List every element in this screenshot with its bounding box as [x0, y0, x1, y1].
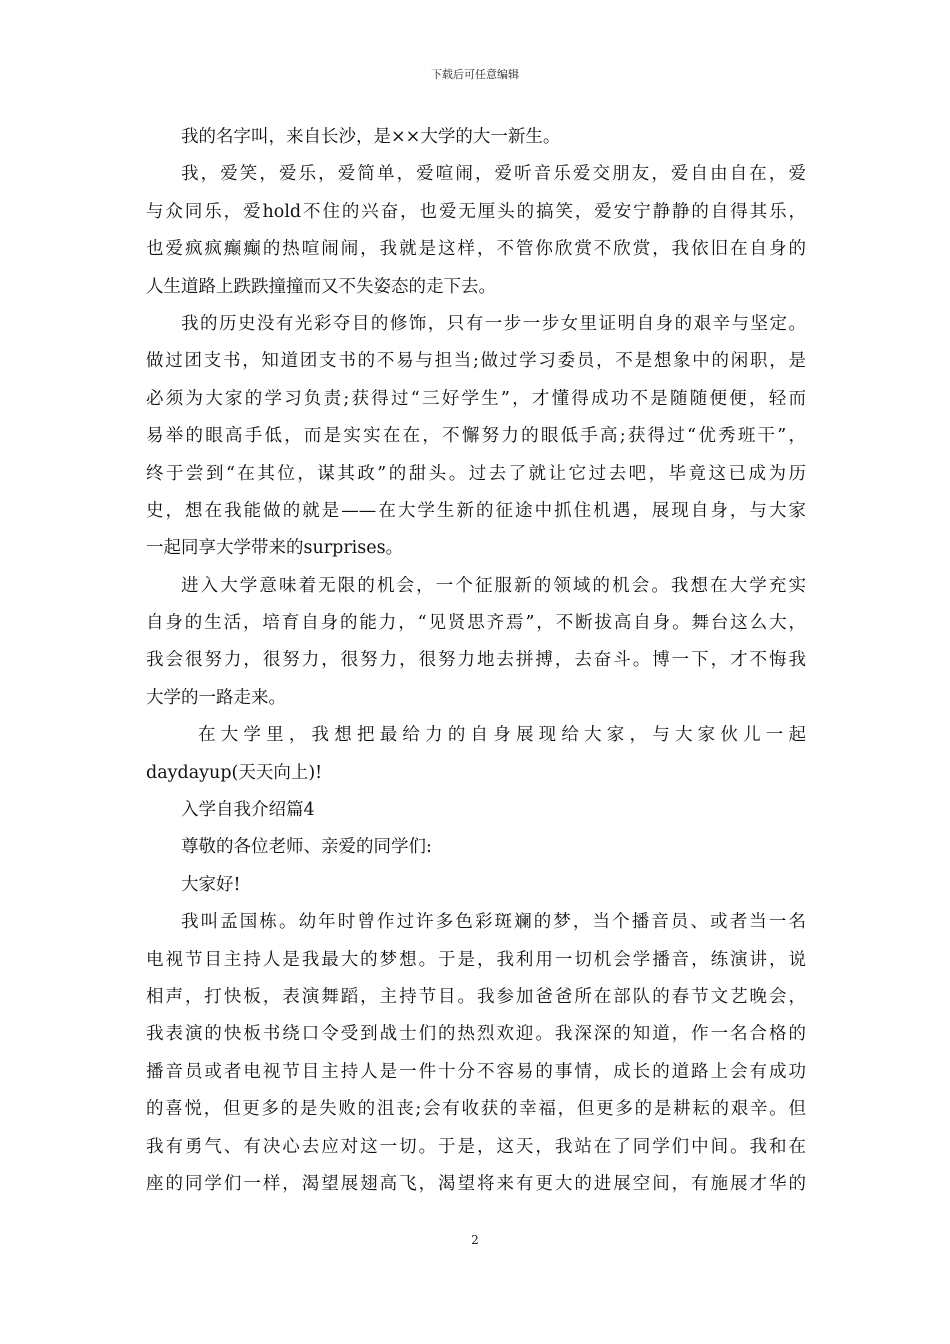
text-line: 我表演的快板书绕口令受到战士们的热烈欢迎。我深深的知道，作一名合格的 — [146, 1024, 806, 1045]
text-line: 自身的生活，培育自身的能力，“见贤思齐焉”，不断拔高自身。舞台这么大， — [146, 613, 806, 634]
text-line: 我有勇气、有决心去应对这一切。于是，这天，我站在了同学们中间。我和在 — [146, 1136, 806, 1157]
text-line: 也爱疯疯癫癫的热喧闹闹，我就是这样，不管你欣赏不欣赏，我依旧在自身的 — [146, 239, 806, 260]
text-line: 的喜悦，但更多的是失败的沮丧;会有收获的幸福，但更多的是耕耘的艰辛。但 — [146, 1099, 806, 1120]
text-line: 与众同乐，爱hold不住的兴奋，也爱无厘头的搞笑，爱安宁静静的自得其乐， — [146, 201, 806, 222]
page-number: 2 — [471, 1233, 479, 1247]
text-line: 必须为大家的学习负责;获得过“三好学生”，才懂得成功不是随随便便，轻而 — [146, 388, 806, 409]
section-heading: 入学自我介绍篇4 — [181, 800, 315, 821]
text-line: 一起同享大学带来的surprises。 — [146, 538, 404, 559]
text-line: 大学的一路走来。 — [146, 687, 286, 708]
text-line: 播音员或者电视节目主持人是一件十分不容易的事情，成长的道路上会有成功 — [146, 1061, 806, 1082]
document-body — [146, 119, 806, 1203]
text-line: 我，爱笑，爱乐，爱简单，爱喧闹，爱听音乐爱交朋友，爱自由自在，爱 — [181, 164, 806, 185]
text-line: 史，想在我能做的就是——在大学生新的征途中抓住机遇，展现自身，与大家 — [146, 500, 806, 521]
text-line: 易举的眼高手低，而是实实在在，不懈努力的眼低手高;获得过“优秀班干”， — [146, 426, 806, 447]
text-line: 大家好! — [181, 874, 241, 895]
text-line: 我的名字叫，来自长沙，是××大学的大一新生。 — [181, 127, 561, 147]
text-line: 我的历史没有光彩夺目的修饰，只有一步一步女里证明自身的艰辛与坚定。 — [181, 313, 806, 334]
text-line: daydayup(天天向上)! — [146, 762, 323, 783]
text-line: 终于尝到“在其位，谋其政”的甜头。过去了就让它过去吧，毕竟这已成为历 — [146, 463, 806, 484]
text-line: 进入大学意味着无限的机会，一个征服新的领域的机会。我想在大学充实 — [181, 575, 806, 596]
text-line: 座的同学们一样，渴望展翅高飞，渴望将来有更大的进展空间，有施展才华的 — [146, 1173, 806, 1194]
text-line: 在大学里，我想把最给力的自身展现给大家，与大家伙儿一起 — [198, 725, 806, 746]
text-line: 电视节目主持人是我最大的梦想。于是，我利用一切机会学播音，练演讲，说 — [146, 949, 806, 970]
text-line: 尊敬的各位老师、亲爱的同学们: — [181, 837, 432, 858]
text-line: 人生道路上跌跌撞撞而又不失姿态的走下去。 — [146, 276, 496, 297]
page-header: 下载后可任意编辑 — [431, 68, 519, 81]
text-line: 做过团支书，知道团支书的不易与担当;做过学习委员，不是想象中的闲职，是 — [146, 351, 806, 372]
text-line: 我会很努力，很努力，很努力，很努力地去拼搏，去奋斗。博一下，才不悔我 — [146, 650, 806, 671]
text-line: 我叫孟国栋。幼年时曾作过许多色彩斑斓的梦，当个播音员、或者当一名 — [181, 912, 806, 933]
text-line: 相声，打快板，表演舞蹈，主持节目。我参加爸爸所在部队的春节文艺晚会， — [146, 986, 806, 1007]
